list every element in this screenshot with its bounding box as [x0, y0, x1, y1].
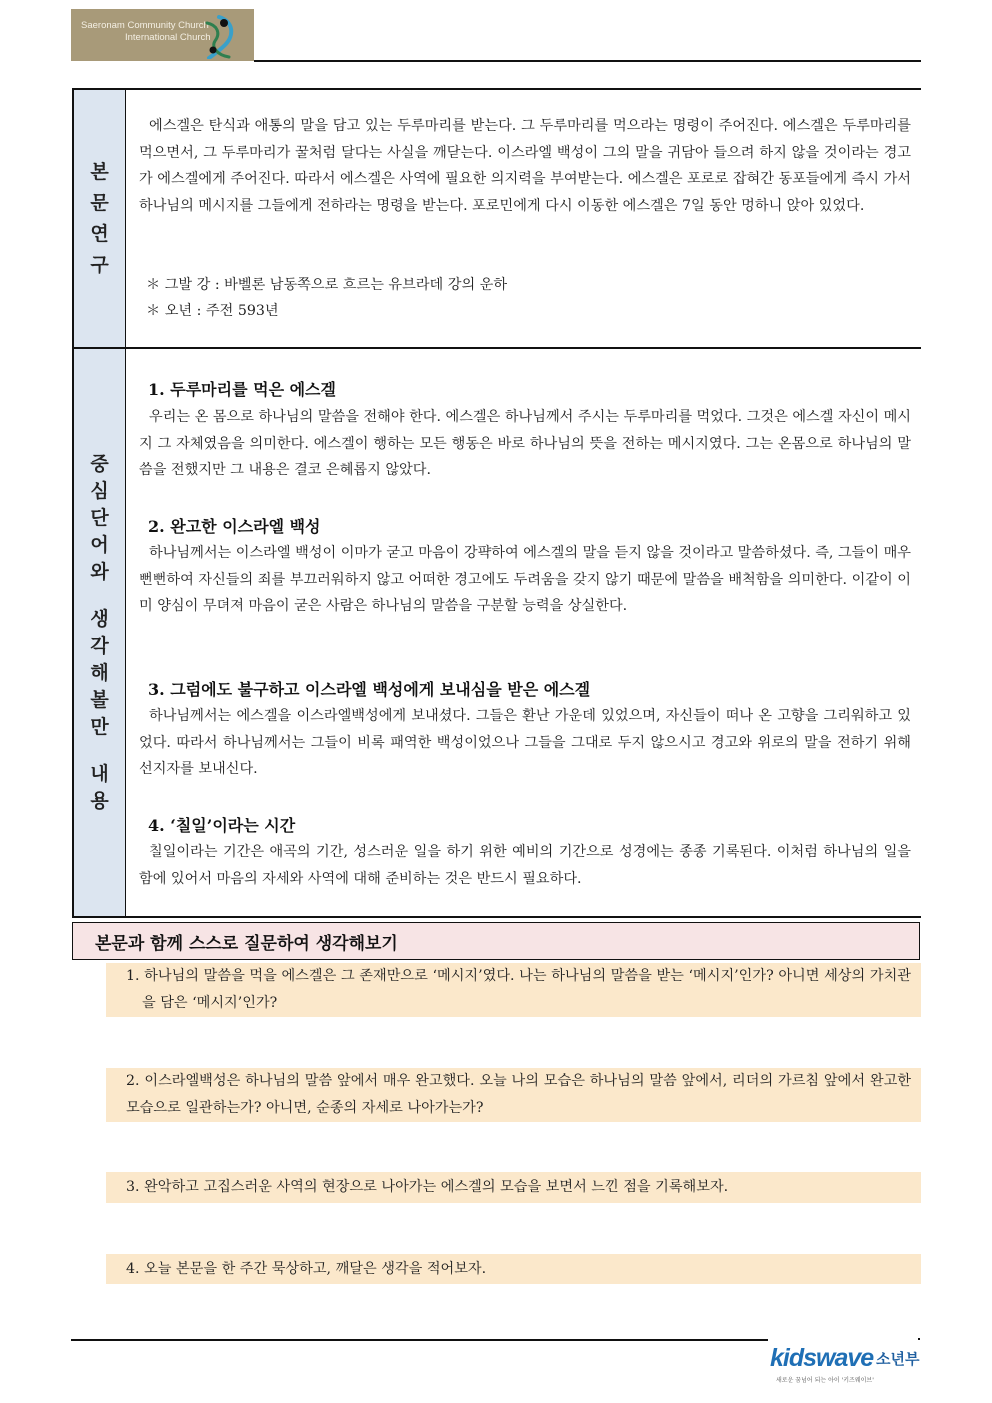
label-char: 용 — [90, 789, 109, 812]
label-char: 내 — [90, 762, 109, 785]
section-heading: 2. 완고한 이스라엘 백성 — [148, 517, 321, 536]
header-rule — [254, 60, 921, 62]
section-heading: 4. ‘칠일’이라는 시간 — [148, 816, 296, 835]
label-char: 구 — [90, 253, 109, 276]
study-paragraph: 에스겔은 탄식과 애통의 말을 담고 있는 두루마리를 받는다. 그 두루마리를 먹으라는 명령이 주어진다. 에스겔은 두루마리를 먹으면서, 그 두루마리가 꿀처럼 달다는 사실을 깨닫는다. 이스라엘 백성이 그의 말을 귀담아 들으려 하지 않을 것이라는 경고가 에스겔에게 주어진다. 따라서 에스겔은 사역에 필요한 의지력을 부여받는다. 에스겔은 포로로 잡혀간 동포들에게 즉시 가서 하나님의 메시지를 그들에게 전하라는 명령을 받는다. 포로민에게 다시 이동한 에스겔은 7일 동안 멍하니 앉아 있었다. — [139, 118, 911, 214]
question-box — [106, 1172, 921, 1203]
label-char: 어 — [90, 533, 109, 556]
questions-banner — [72, 922, 920, 960]
label-char: 볼 — [90, 688, 109, 711]
question-text: 3. 완악하고 고집스러운 사역의 현장으로 나아가는 에스겔의 모습을 보면서 느낀 점을 기록해보자. — [126, 1179, 729, 1195]
footer-brand: kidswave — [770, 1344, 874, 1372]
footer-rule — [71, 1339, 768, 1341]
label-char: 해 — [90, 661, 109, 684]
church-name-line2: International Church — [125, 32, 211, 43]
label-char: 생 — [90, 607, 109, 630]
section-body: 하나님께서는 이스라엘 백성이 이마가 굳고 마음이 강퍅하여 에스겔의 말을 듣지 않을 것이라고 말씀하셨다. 즉, 그들이 매우 뻔뻔하여 자신들의 죄를 부끄러워하지 않고 어떠한 경고에도 두려움을 갖지 않기 때문에 말씀을 배척함을 의미한다. 이같이 이미 양심이 무뎌져 마음이 굳은 사람은 하나님의 말씀을 구분할 능력을 상실한다. — [139, 545, 911, 614]
label-char: 연 — [90, 222, 109, 245]
study-note: ＊ 그발 강 : 바벨론 남동쪽으로 흐르는 유브라데 강의 운하 — [146, 277, 508, 293]
label-char: 만 — [90, 715, 109, 738]
label-char: 각 — [90, 634, 109, 657]
study-note: ＊ 오년 : 주전 593년 — [146, 303, 279, 319]
label-char: 와 — [90, 560, 109, 583]
question-text: 4. 오늘 본문을 한 주간 묵상하고, 깨달은 생각을 적어보자. — [126, 1260, 487, 1277]
label-char: 문 — [90, 191, 109, 214]
section-heading: 1. 두루마리를 먹은 에스겔 — [148, 380, 336, 399]
church-name-line1: Saeronam Community Church — [81, 20, 209, 31]
church-logo — [71, 9, 254, 61]
section-heading: 3. 그럼에도 불구하고 이스라엘 백성에게 보내심을 받은 에스겔 — [148, 680, 591, 699]
table-mid-rule — [72, 347, 921, 349]
footer-dept: 소년부 — [876, 1350, 920, 1368]
footer-mark — [918, 1338, 920, 1340]
question-box — [106, 1068, 921, 1122]
church-emblem-icon — [199, 15, 239, 59]
study-label-cell — [72, 90, 126, 347]
table-top-rule — [72, 88, 921, 90]
label-char: 중 — [90, 452, 109, 475]
footer-tagline: 새로운 꿈넘어 되는 아이 '키즈웨이브' — [776, 1377, 874, 1384]
question-box — [106, 1254, 921, 1284]
central-label-cell — [72, 349, 126, 916]
kidswave-logo — [770, 1344, 920, 1388]
label-char: 본 — [90, 160, 109, 183]
questions-title: 본문과 함께 스스로 질문하여 생각해보기 — [95, 933, 398, 954]
question-text: 2. 이스라엘백성은 하나님의 말씀 앞에서 매우 완고했다. 오늘 나의 모습은 하나님의 말씀 앞에서, 리더의 가르침 앞에서 완고한 모습으로 일관하는가? 아니면, 순종의 자세로 나아가는가? — [126, 1073, 911, 1116]
label-char: 단 — [90, 506, 109, 529]
question-box — [106, 963, 921, 1017]
label-char: 심 — [90, 479, 109, 502]
section-body: 칠일이라는 기간은 애곡의 기간, 성스러운 일을 하기 위한 예비의 기간으로 성경에는 종종 기록된다. 이처럼 하나님의 일을 함에 있어서 마음의 자세와 사역에 대해 준비하는 것은 반드시 필요하다. — [139, 844, 911, 887]
section-body: 우리는 온 몸으로 하나님의 말씀을 전해야 한다. 에스겔은 하나님께서 주시는 두루마리를 먹었다. 그것은 에스겔 자신이 메시지 그 자체였음을 의미한다. 에스겔이 행하는 모든 행동은 바로 하나님의 뜻을 전하는 메시지였다. 그는 온몸으로 하나님의 말씀을 전했지만 그 내용은 결코 은혜롭지 않았다. — [139, 409, 911, 478]
section-body: 하나님께서는 에스겔을 이스라엘백성에게 보내셨다. 그들은 환난 가운데 있었으며, 자신들이 떠나 온 고향을 그리워하고 있었다. 따라서 하나님께서는 그들이 비록 패역한 백성이었으나 그들을 그대로 두지 않으시고 경고와 위로의 말을 전하기 위해 선지자를 보내신다. — [139, 708, 911, 777]
table-bottom-rule — [72, 916, 921, 918]
question-text: 1. 하나님의 말씀을 먹을 에스겔은 그 존재만으로 ‘메시지’였다. 나는 하나님의 말씀을 받는 ‘메시지’인가? 아니면 세상의 가치관을 담은 ‘메시지’인가? — [126, 968, 911, 1011]
